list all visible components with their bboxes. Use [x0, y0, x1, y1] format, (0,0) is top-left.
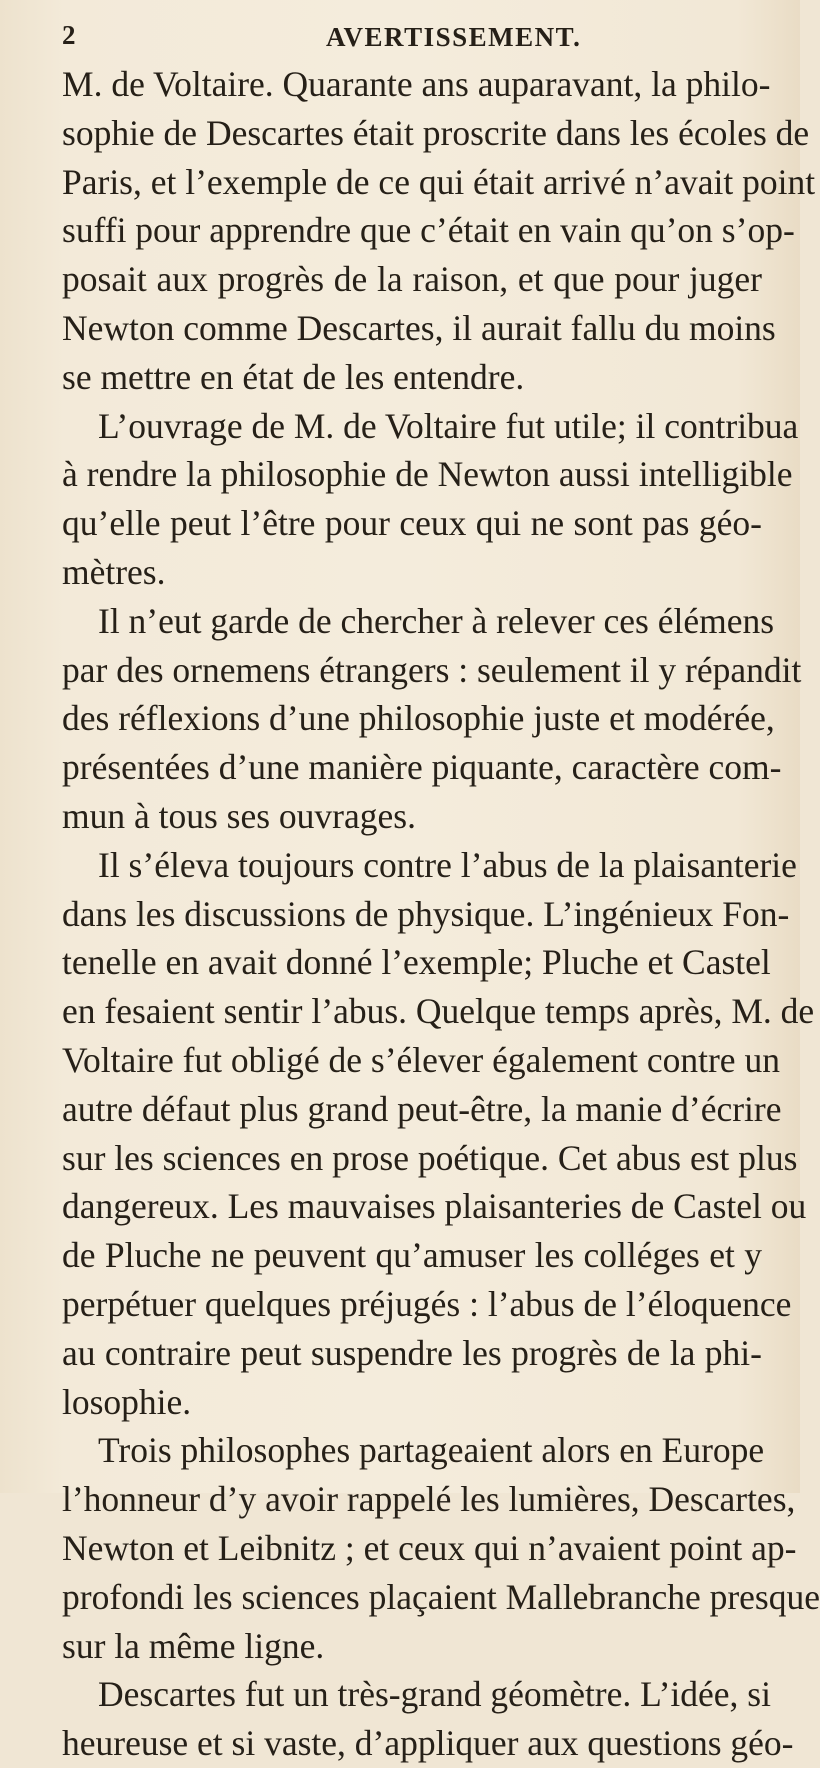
text-line: de Pluche ne peuvent qu’amuser les colléges et y — [62, 1235, 762, 1276]
text-line: présentées d’une manière piquante, caractère com- — [62, 747, 782, 788]
text-line: mètres. — [62, 551, 166, 592]
text-line: sur les sciences en prose poétique. Cet abus est plus — [62, 1137, 798, 1178]
page-number: 2 — [62, 20, 77, 50]
text-line: Paris, et l’exemple de ce qui était arrivé n’avait point — [62, 161, 816, 202]
text-line: en fesaient sentir l’abus. Quelque temps après, M. de — [62, 991, 815, 1032]
text-line: profondi les sciences plaçaient Mallebranche presque — [62, 1576, 820, 1617]
text-line: au contraire peut suspendre les progrès de la phi- — [62, 1332, 762, 1373]
text-line: dangereux. Les mauvaises plaisanteries de Castel ou — [62, 1186, 807, 1227]
text-line: par des ornemens étrangers : seulement il y répandit — [62, 649, 802, 690]
running-title: AVERTISSEMENT. — [326, 22, 582, 52]
text-line: l’honneur d’y avoir rappelé les lumières, Descartes, — [62, 1479, 796, 1520]
paragraph-start-line: Il s’éleva toujours contre l’abus de la plaisanterie — [98, 844, 797, 885]
paragraph-start-line: Il n’eut garde de chercher à relever ces élémens — [98, 600, 775, 641]
text-line: sur la même ligne. — [62, 1625, 325, 1666]
text-line: à rendre la philosophie de Newton aussi intelligible — [62, 454, 793, 495]
text-line: posait aux progrès de la raison, et que pour juger — [62, 259, 762, 300]
text-line: M. de Voltaire. Quarante ans auparavant, la philo- — [62, 64, 771, 104]
paragraph-start-line: Descartes fut un très-grand géomètre. L’idée, si — [98, 1674, 771, 1715]
text-line: losophie. — [62, 1381, 192, 1422]
text-line: autre défaut plus grand peut-être, la manie d’écrire — [62, 1088, 782, 1129]
body-text — [62, 60, 820, 1768]
text-line: qu’elle peut l’être pour ceux qui ne sont pas géo- — [62, 503, 762, 544]
paragraph-start-line: Trois philosophes partageaient alors en Europe — [98, 1430, 765, 1471]
text-line: des réflexions d’une philosophie juste et modérée, — [62, 698, 775, 739]
text-line: tenelle en avait donné l’exemple; Pluche et Castel — [62, 942, 771, 983]
text-line: mun à tous ses ouvrages. — [62, 795, 416, 836]
text-line: se mettre en état de les entendre. — [62, 356, 525, 397]
text-line: perpétuer quelques préjugés : l’abus de l’éloquence — [62, 1283, 792, 1324]
text-line: Newton et Leibnitz ; et ceux qui n’avaient point ap- — [62, 1527, 797, 1568]
text-line: sophie de Descartes était proscrite dans les écoles de — [62, 112, 810, 153]
text-line: heureuse et si vaste, d’appliquer aux questions géo- — [62, 1723, 794, 1764]
text-line: dans les discussions de physique. L’ingénieux Fon- — [62, 893, 790, 934]
running-head — [62, 20, 760, 54]
paragraph-start-line: L’ouvrage de M. de Voltaire fut utile; il contribua — [98, 405, 799, 446]
text-line: Newton comme Descartes, il aurait fallu du moins — [62, 307, 776, 348]
text-line: suffi pour apprendre que c’était en vain qu’on s’op- — [62, 210, 795, 251]
text-line: Voltaire fut obligé de s’élever également contre un — [62, 1039, 780, 1080]
